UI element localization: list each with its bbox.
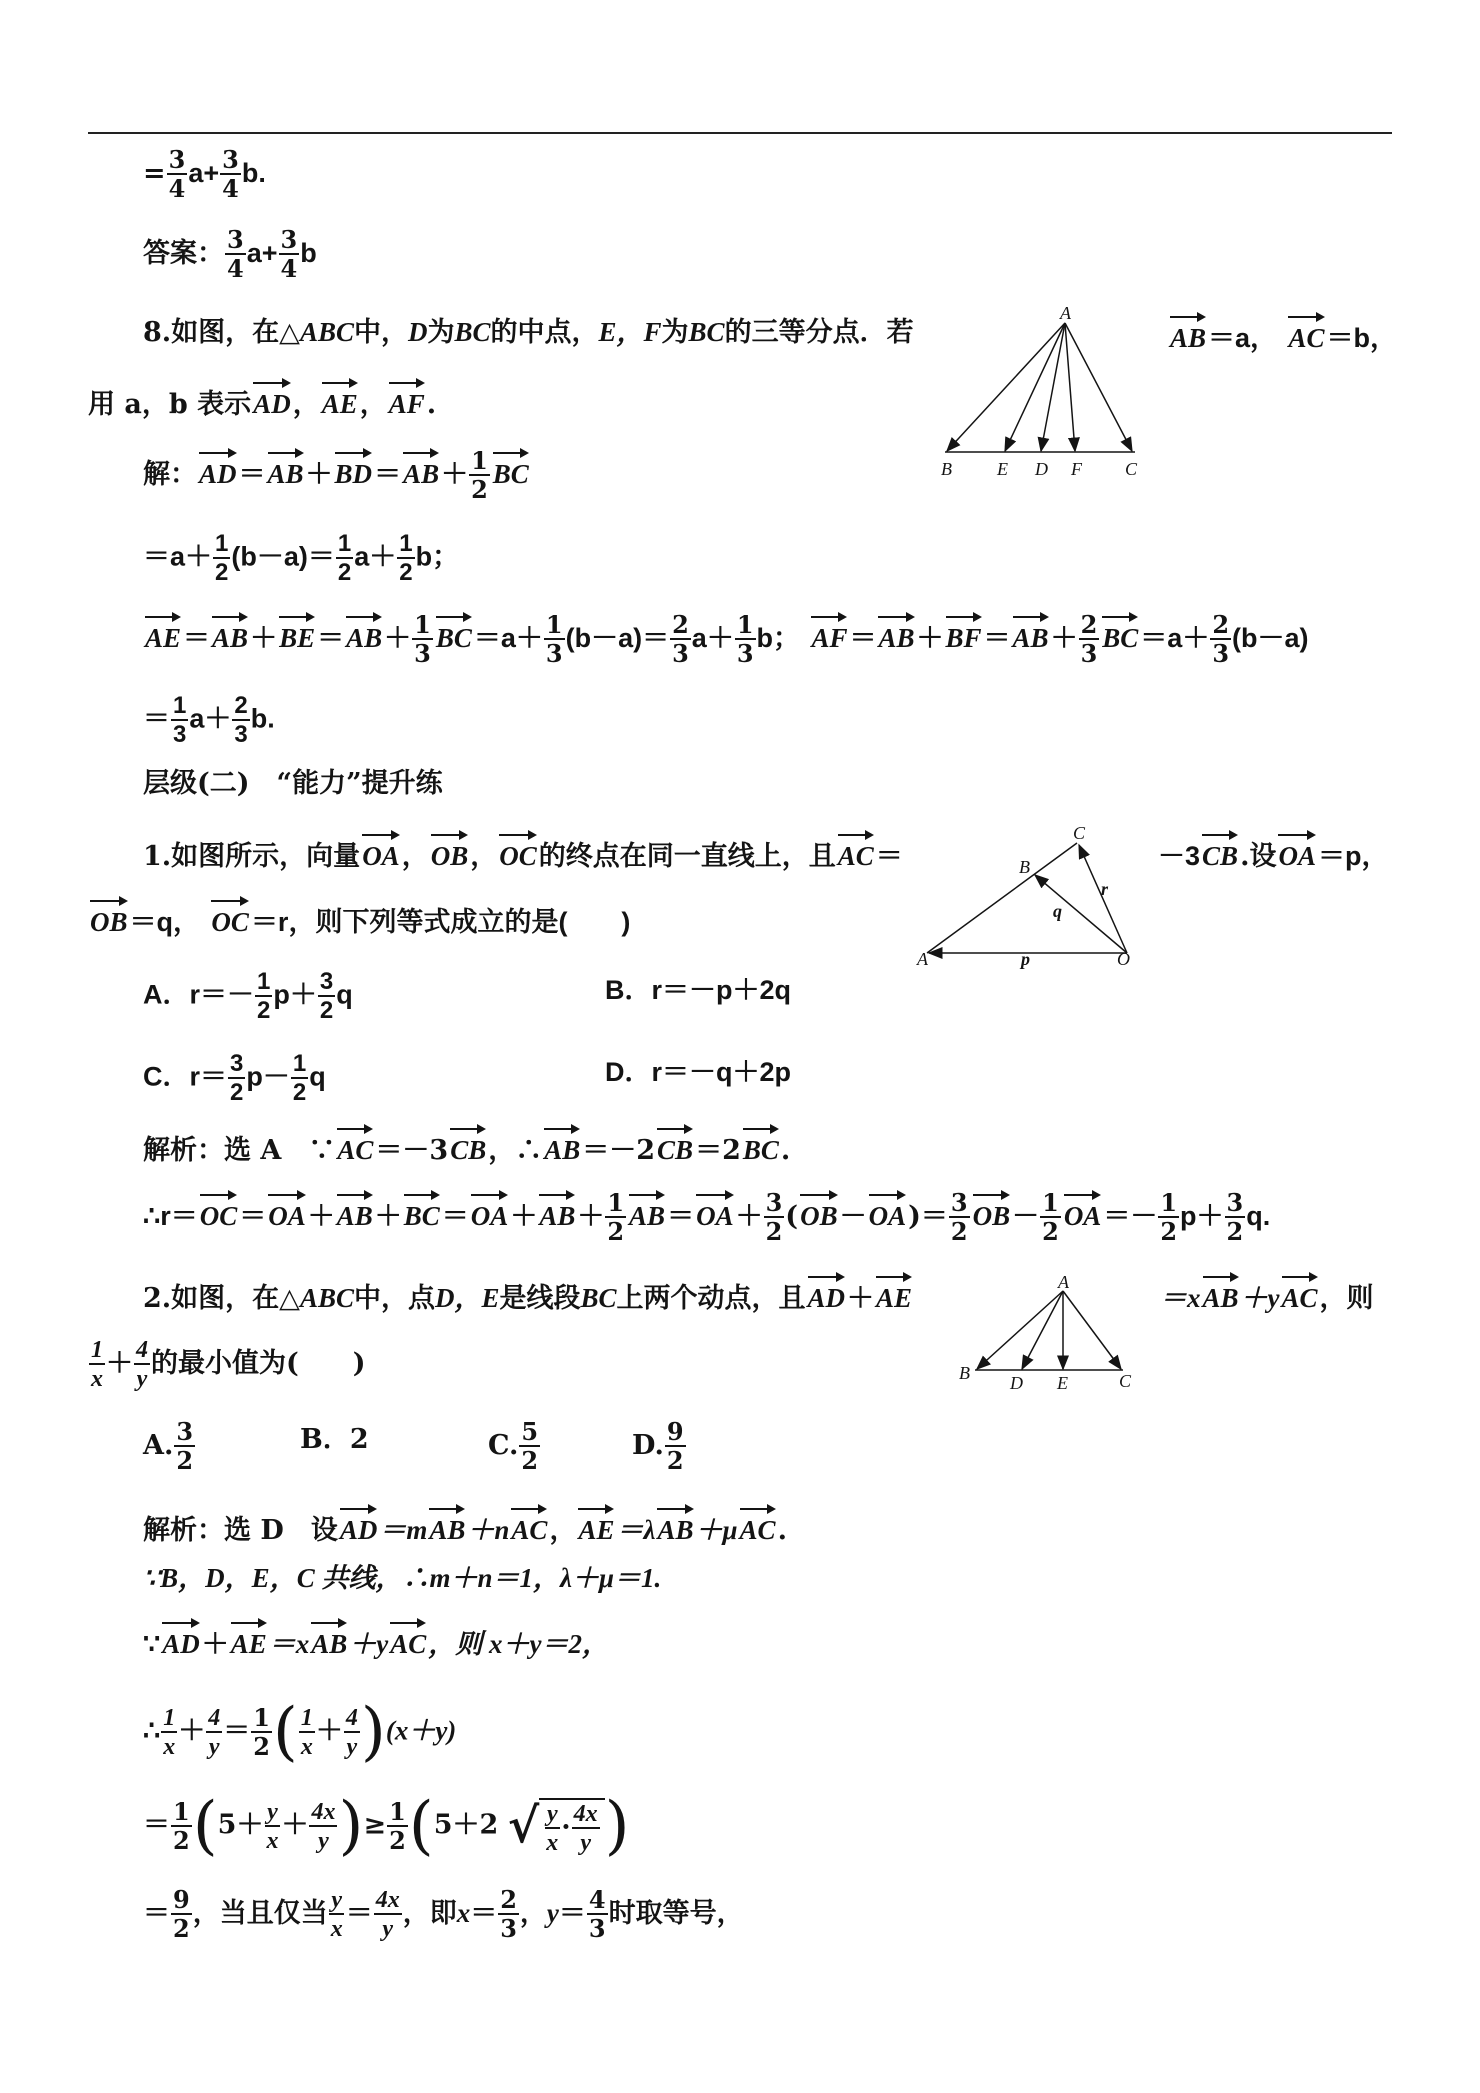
level2-title: 层级(二) “能力”提升练 [143,768,443,799]
q2-solution-2: ∵B，D，E，C 共线，∴m＋n＝1，λ＋μ＝1. [143,1563,662,1593]
q1-statement: 1.如图所示，向量OA，OB，OC的终点在同一直线上，且AC＝ [143,830,903,877]
q2-solution-5: ＝ $\frac{1}{2}$ (5＋ $\frac{y}{x}$ ＋ $\frac{4x}{y}$ )≥ $\frac{1}{2}$ (5＋2 √ $\frac{y}{x}$ · $\frac{4x}{y}$ ) [143,1789,630,1863]
q2-label-d: D [1010,1373,1023,1393]
q2-solution-3: ∵AD＋AE＝xAB＋yAC，则 x＋y＝2， [143,1618,609,1665]
q2-triangle-figure [955,1275,1145,1395]
top-equation: = $\frac{3}{4}$ a+ $\frac{3}{4}$ b. [143,145,266,203]
q2-label-e: E [1057,1373,1068,1393]
q8-statement: 8.如图，在△ABC中，D为BC的中点，E，F为BC的三等分点．若 [143,317,914,348]
q8-label-f: F [1071,459,1082,479]
q1-label-p: p [1021,949,1030,969]
q1-solution-2: ∴r＝OC＝OA＋AB＋BC＝OA＋AB＋ $\frac{1}{2}$ AB＝OA＋ $\frac{3}{2}$ (OB－OA)＝ $\frac{3}{2}$ OB－ $\frac{1}{2}$ OA＝－ $\frac{1}{2}$ p＋ $\frac{3}{2}$ q. [143,1188,1271,1246]
q1-label-c: C [1073,825,1086,843]
q8-vector-def: AB＝a， AC＝b， [1168,312,1397,359]
q1-label-b: B [1019,857,1030,877]
header-rule [88,132,1392,134]
q2-option-a[interactable]: A. $\frac{3}{2}$ [143,1417,194,1475]
q1-label-q: q [1053,901,1062,921]
q8-label-d: D [1035,459,1048,479]
q1-option-c[interactable]: C．r＝ $\frac{3}{2}$ p－ $\frac{1}{2}$ q [143,1050,326,1106]
q8-statement-2: 用 a，b 表示AD，AE，AF. [88,378,436,425]
q1-option-d[interactable]: D．r＝－q＋2p [605,1057,792,1087]
answer-line: 答案： $\frac{3}{4}$ a+ $\frac{3}{4}$ b [143,225,317,283]
q1-solution-1: 解析：选 A ∵AC＝－3CB，∴AB＝－2CB＝2BC. [143,1124,790,1171]
q2-option-b[interactable]: B．2 [300,1424,369,1455]
q2-option-d[interactable]: D. $\frac{9}{2}$ [632,1417,684,1475]
q1-option-a[interactable]: A．r＝－ $\frac{1}{2}$ p＋ $\frac{3}{2}$ q [143,968,353,1024]
q8-solution-2: ＝a＋ $\frac{1}{2}$ (b－a)＝ $\frac{1}{2}$ a＋ $\frac{1}{2}$ b； [143,530,460,586]
q1-label-o: O [1117,949,1130,969]
q2-label-b: B [959,1363,970,1383]
q1-vector-figure [915,825,1145,975]
q8-triangle-figure [935,305,1145,480]
q2-option-c[interactable]: C. $\frac{5}{2}$ [488,1417,539,1475]
q2-statement-2: $\frac{1}{x}$ ＋ $\frac{4}{y}$ 的最小值为( ) [91,1337,366,1392]
q2-solution-6: ＝ $\frac{9}{2}$ ，当且仅当 $\frac{y}{x}$ ＝ $\frac{4x}{y}$ ，即x＝ $\frac{2}{3}$ ，y＝ $\frac{4}{3}$ 时取等号， [143,1885,744,1943]
q1-statement-2: OB＝q， OC＝r，则下列等式成立的是( ) [88,896,630,943]
q1-label-r: r [1101,879,1109,899]
q2-solution-4: ∴ $\frac{1}{x}$ ＋ $\frac{4}{y}$ ＝ $\frac{1}{2}$ ( $\frac{1}{x}$ ＋ $\frac{4}{y}$ )(x＋y) [143,1695,457,1769]
q1-statement-right: －3CB.设OA＝p， [1158,830,1388,877]
q2-statement-right: ＝xAB＋yAC，则 [1160,1272,1374,1319]
q8-solution-1: 解：AD＝AB＋BD＝AB＋ $\frac{1}{2}$ BC [143,446,529,504]
q8-label-c: C [1125,459,1138,479]
q8-label-e: E [997,459,1008,479]
q8-solution-4: ＝ $\frac{1}{3}$ a＋ $\frac{2}{3}$ b. [143,692,275,748]
q8-label-a: A [1060,305,1071,323]
q2-label-a: A [1058,1275,1069,1292]
q1-option-b[interactable]: B．r＝－p＋2q [605,975,792,1005]
q2-label-c: C [1119,1371,1132,1391]
q8-label-b: B [941,459,952,479]
q2-statement: 2.如图，在△ABC中，点D，E是线段BC上两个动点，且AD＋AE [143,1272,914,1319]
q1-label-a: A [917,949,928,969]
q8-solution-3: AE＝AB＋BE＝AB＋ $\frac{1}{3}$ BC＝a＋ $\frac{1}{3}$ (b－a)＝ $\frac{2}{3}$ a＋ $\frac{1}{3}$ b； AF＝AB＋BF＝AB＋ $\frac{2}{3}$ BC＝a＋ $\frac{2}{3}$ (b－a) [145,610,1309,668]
q2-solution-1: 解析：选 D 设AD＝mAB＋nAC，AE＝λAB＋μAC. [143,1504,787,1551]
